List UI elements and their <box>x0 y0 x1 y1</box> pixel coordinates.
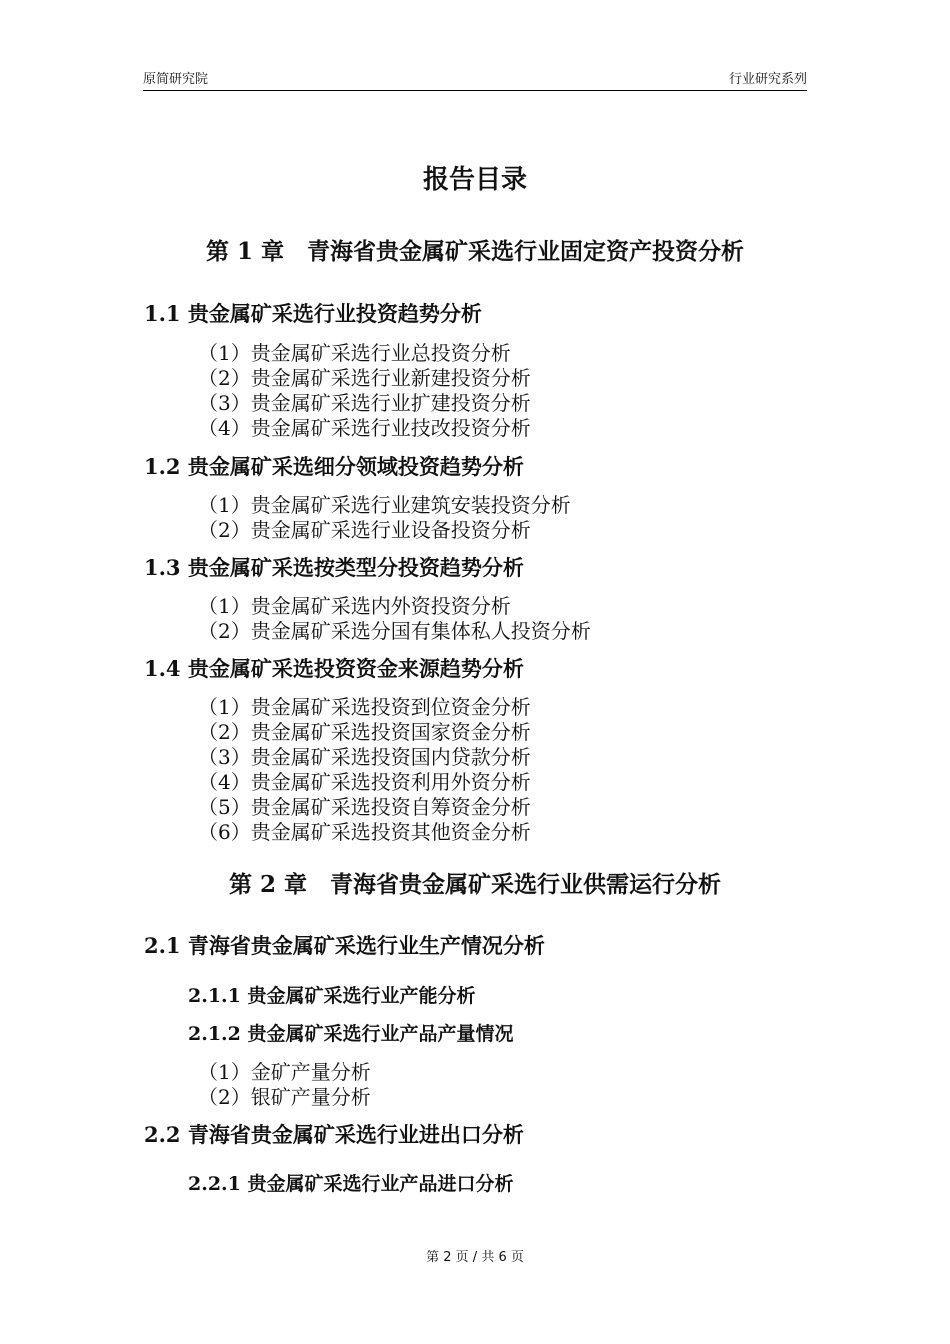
toc-item: （1）贵金属矿采选行业建筑安装投资分析 <box>198 493 571 517</box>
report-toc-title: 报告目录 <box>422 165 527 195</box>
toc-item: （1）贵金属矿采选行业总投资分析 <box>198 341 511 365</box>
toc-item: （4）贵金属矿采选投资利用外资分析 <box>198 770 531 794</box>
toc-item: （2）贵金属矿采选投资国家资金分析 <box>198 720 531 744</box>
header-series: 行业研究系列 <box>728 72 807 87</box>
subsection-2-2-1-heading: 2.2.1 贵金属矿采选行业产品进口分析 <box>188 1173 514 1195</box>
toc-item: （3）贵金属矿采选行业扩建投资分析 <box>198 391 531 415</box>
page-footer: 第 2 页 / 共 6 页 <box>426 1250 524 1265</box>
toc-item: （1）贵金属矿采选内外资投资分析 <box>198 594 511 618</box>
section-2-2-heading: 2.2 青海省贵金属矿采选行业进出口分析 <box>144 1122 524 1147</box>
toc-item: （1）贵金属矿采选投资到位资金分析 <box>198 695 531 719</box>
section-1-2-heading: 1.2 贵金属矿采选细分领域投资趋势分析 <box>144 454 524 479</box>
toc-item: （2）贵金属矿采选行业新建投资分析 <box>198 366 531 390</box>
toc-item: （2）贵金属矿采选行业设备投资分析 <box>198 518 531 542</box>
chapter-2-heading: 第 2 章 青海省贵金属矿采选行业供需运行分析 <box>228 871 722 898</box>
section-1-1-heading: 1.1 贵金属矿采选行业投资趋势分析 <box>144 301 482 326</box>
section-1-3-heading: 1.3 贵金属矿采选按类型分投资趋势分析 <box>144 555 524 580</box>
toc-item: （1）金矿产量分析 <box>198 1060 371 1084</box>
subsection-2-1-1-heading: 2.1.1 贵金属矿采选行业产能分析 <box>188 985 476 1007</box>
section-1-4-heading: 1.4 贵金属矿采选投资资金来源趋势分析 <box>144 656 524 681</box>
toc-item: （2）银矿产量分析 <box>198 1085 371 1109</box>
toc-item: （5）贵金属矿采选投资自筹资金分析 <box>198 795 531 819</box>
toc-item: （4）贵金属矿采选行业技改投资分析 <box>198 416 531 440</box>
toc-item: （2）贵金属矿采选分国有集体私人投资分析 <box>198 619 591 643</box>
page-header <box>143 66 807 91</box>
toc-item: （3）贵金属矿采选投资国内贷款分析 <box>198 745 531 769</box>
header-org: 原简研究院 <box>143 72 209 87</box>
toc-item: （6）贵金属矿采选投资其他资金分析 <box>198 820 531 844</box>
subsection-2-1-2-heading: 2.1.2 贵金属矿采选行业产品产量情况 <box>188 1023 514 1045</box>
chapter-1-heading: 第 1 章 青海省贵金属矿采选行业固定资产投资分析 <box>205 238 745 265</box>
section-2-1-heading: 2.1 青海省贵金属矿采选行业生产情况分析 <box>144 933 545 958</box>
